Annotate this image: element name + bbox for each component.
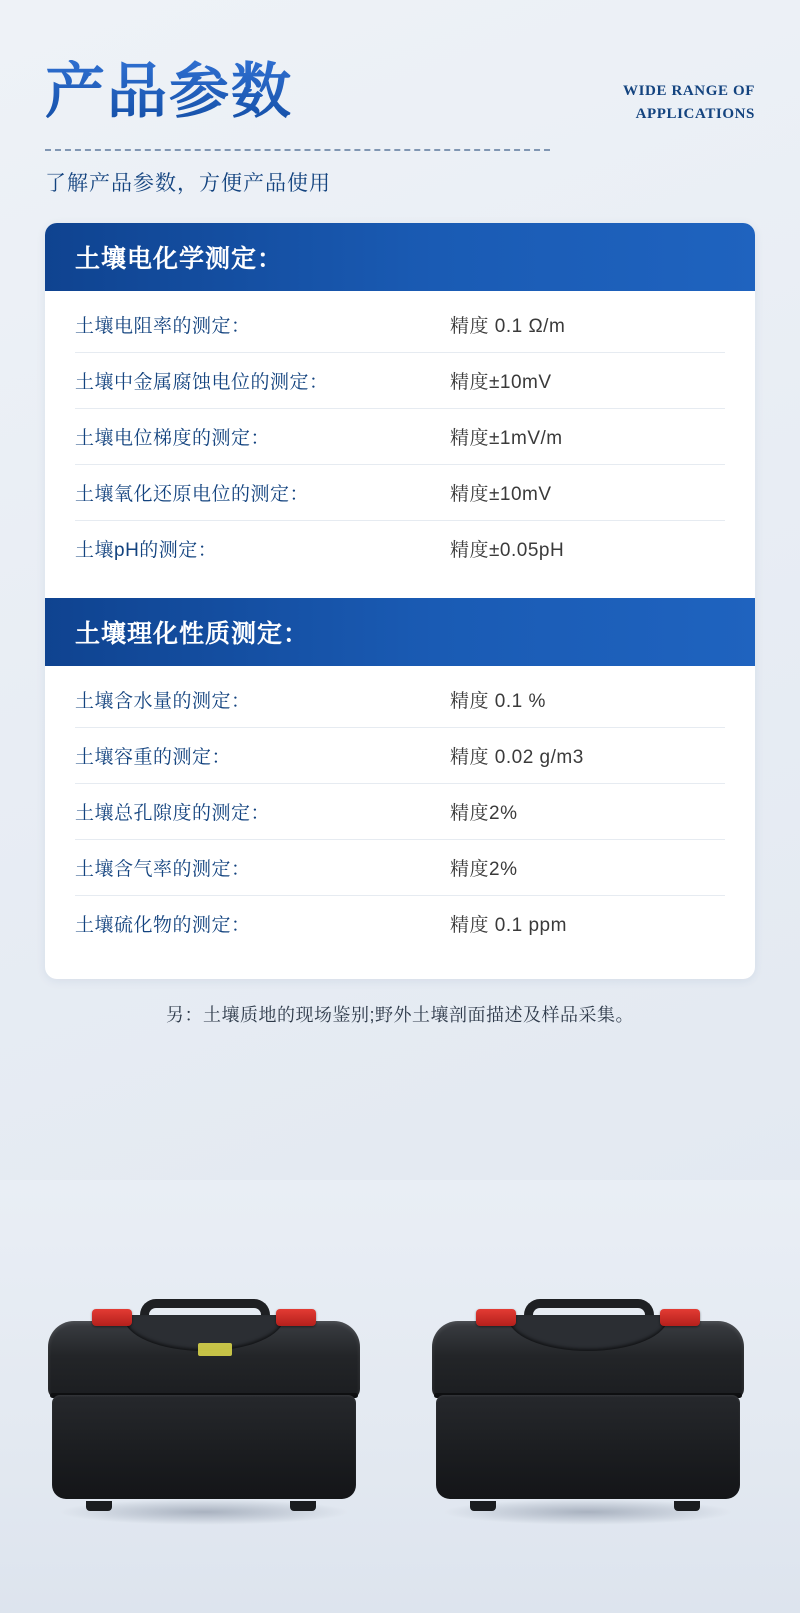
case-lid (48, 1321, 360, 1399)
case-latch-left (92, 1309, 132, 1326)
spec-value: 精度 0.02 g/m3 (450, 746, 584, 768)
spec-value: 精度±10mV (450, 483, 552, 505)
product-photo-area (0, 1180, 800, 1613)
section-body-physicochemical (45, 666, 755, 965)
page-header (0, 0, 800, 197)
case-foot-right (290, 1501, 316, 1511)
spec-name: 土壤含气率的测定： (75, 858, 251, 880)
spec-value: 精度 0.1 Ω/m (450, 315, 566, 337)
card-footer-space (45, 965, 755, 979)
spec-value: 精度 0.1 % (450, 690, 546, 712)
section-body-electrochemical (45, 291, 755, 590)
spec-name: 土壤电阻率的测定： (75, 315, 251, 337)
product-image-case-right (432, 1303, 744, 1503)
case-latch-right (276, 1309, 316, 1326)
section-header-physicochemical: 土壤理化性质测定： (45, 598, 755, 666)
spec-name: 土壤pH的测定： (75, 539, 218, 561)
spec-value: 精度±1mV/m (450, 427, 563, 449)
case-foot-right (674, 1501, 700, 1511)
spec-value: 精度 0.1 ppm (450, 914, 567, 936)
table-row (75, 353, 725, 409)
spec-value: 精度2% (450, 802, 518, 824)
spec-name: 土壤氧化还原电位的测定： (75, 483, 310, 505)
case-foot-left (470, 1501, 496, 1511)
table-row (75, 784, 725, 840)
page-title: 产品参数 (45, 58, 293, 125)
toolcase-illustration (432, 1303, 744, 1503)
table-row (75, 672, 725, 728)
spec-value: 精度±10mV (450, 371, 552, 393)
case-lid-recess (508, 1315, 668, 1351)
footnote: 另：土壤质地的现场鉴别;野外土壤剖面描述及样品采集。 (166, 1004, 634, 1025)
case-lid (432, 1321, 744, 1399)
table-row (75, 728, 725, 784)
case-base (52, 1395, 356, 1499)
case-latch-right (660, 1309, 700, 1326)
product-image-case-left (48, 1303, 360, 1503)
toolcase-illustration (48, 1303, 360, 1503)
english-tagline-line1: WIDE RANGE OF (623, 83, 755, 99)
table-row (75, 840, 725, 896)
spec-value: 精度±0.05pH (450, 539, 565, 561)
spec-name: 土壤电位梯度的测定： (75, 427, 271, 449)
table-row (75, 297, 725, 353)
title-row (45, 60, 755, 127)
table-row (75, 521, 725, 576)
case-base (436, 1395, 740, 1499)
spec-name: 土壤硫化物的测定： (75, 914, 251, 936)
spec-card (45, 223, 755, 979)
case-foot-left (86, 1501, 112, 1511)
table-row (75, 409, 725, 465)
case-label-sticker (198, 1343, 232, 1356)
spec-name: 土壤含水量的测定： (75, 690, 251, 712)
english-tagline-line2: APPLICATIONS (635, 106, 755, 123)
english-tagline (623, 80, 755, 127)
dashed-divider (45, 149, 550, 151)
table-row (75, 465, 725, 521)
table-row (75, 896, 725, 951)
page-subtitle: 了解产品参数，方便产品使用 (45, 171, 331, 195)
spec-name: 土壤容重的测定： (75, 746, 232, 768)
section-header-electrochemical: 土壤电化学测定： (45, 223, 755, 291)
spec-name: 土壤中金属腐蚀电位的测定： (75, 371, 329, 393)
section-gap (45, 590, 755, 598)
spec-value: 精度2% (450, 858, 518, 880)
spec-name: 土壤总孔隙度的测定： (75, 802, 271, 824)
case-latch-left (476, 1309, 516, 1326)
